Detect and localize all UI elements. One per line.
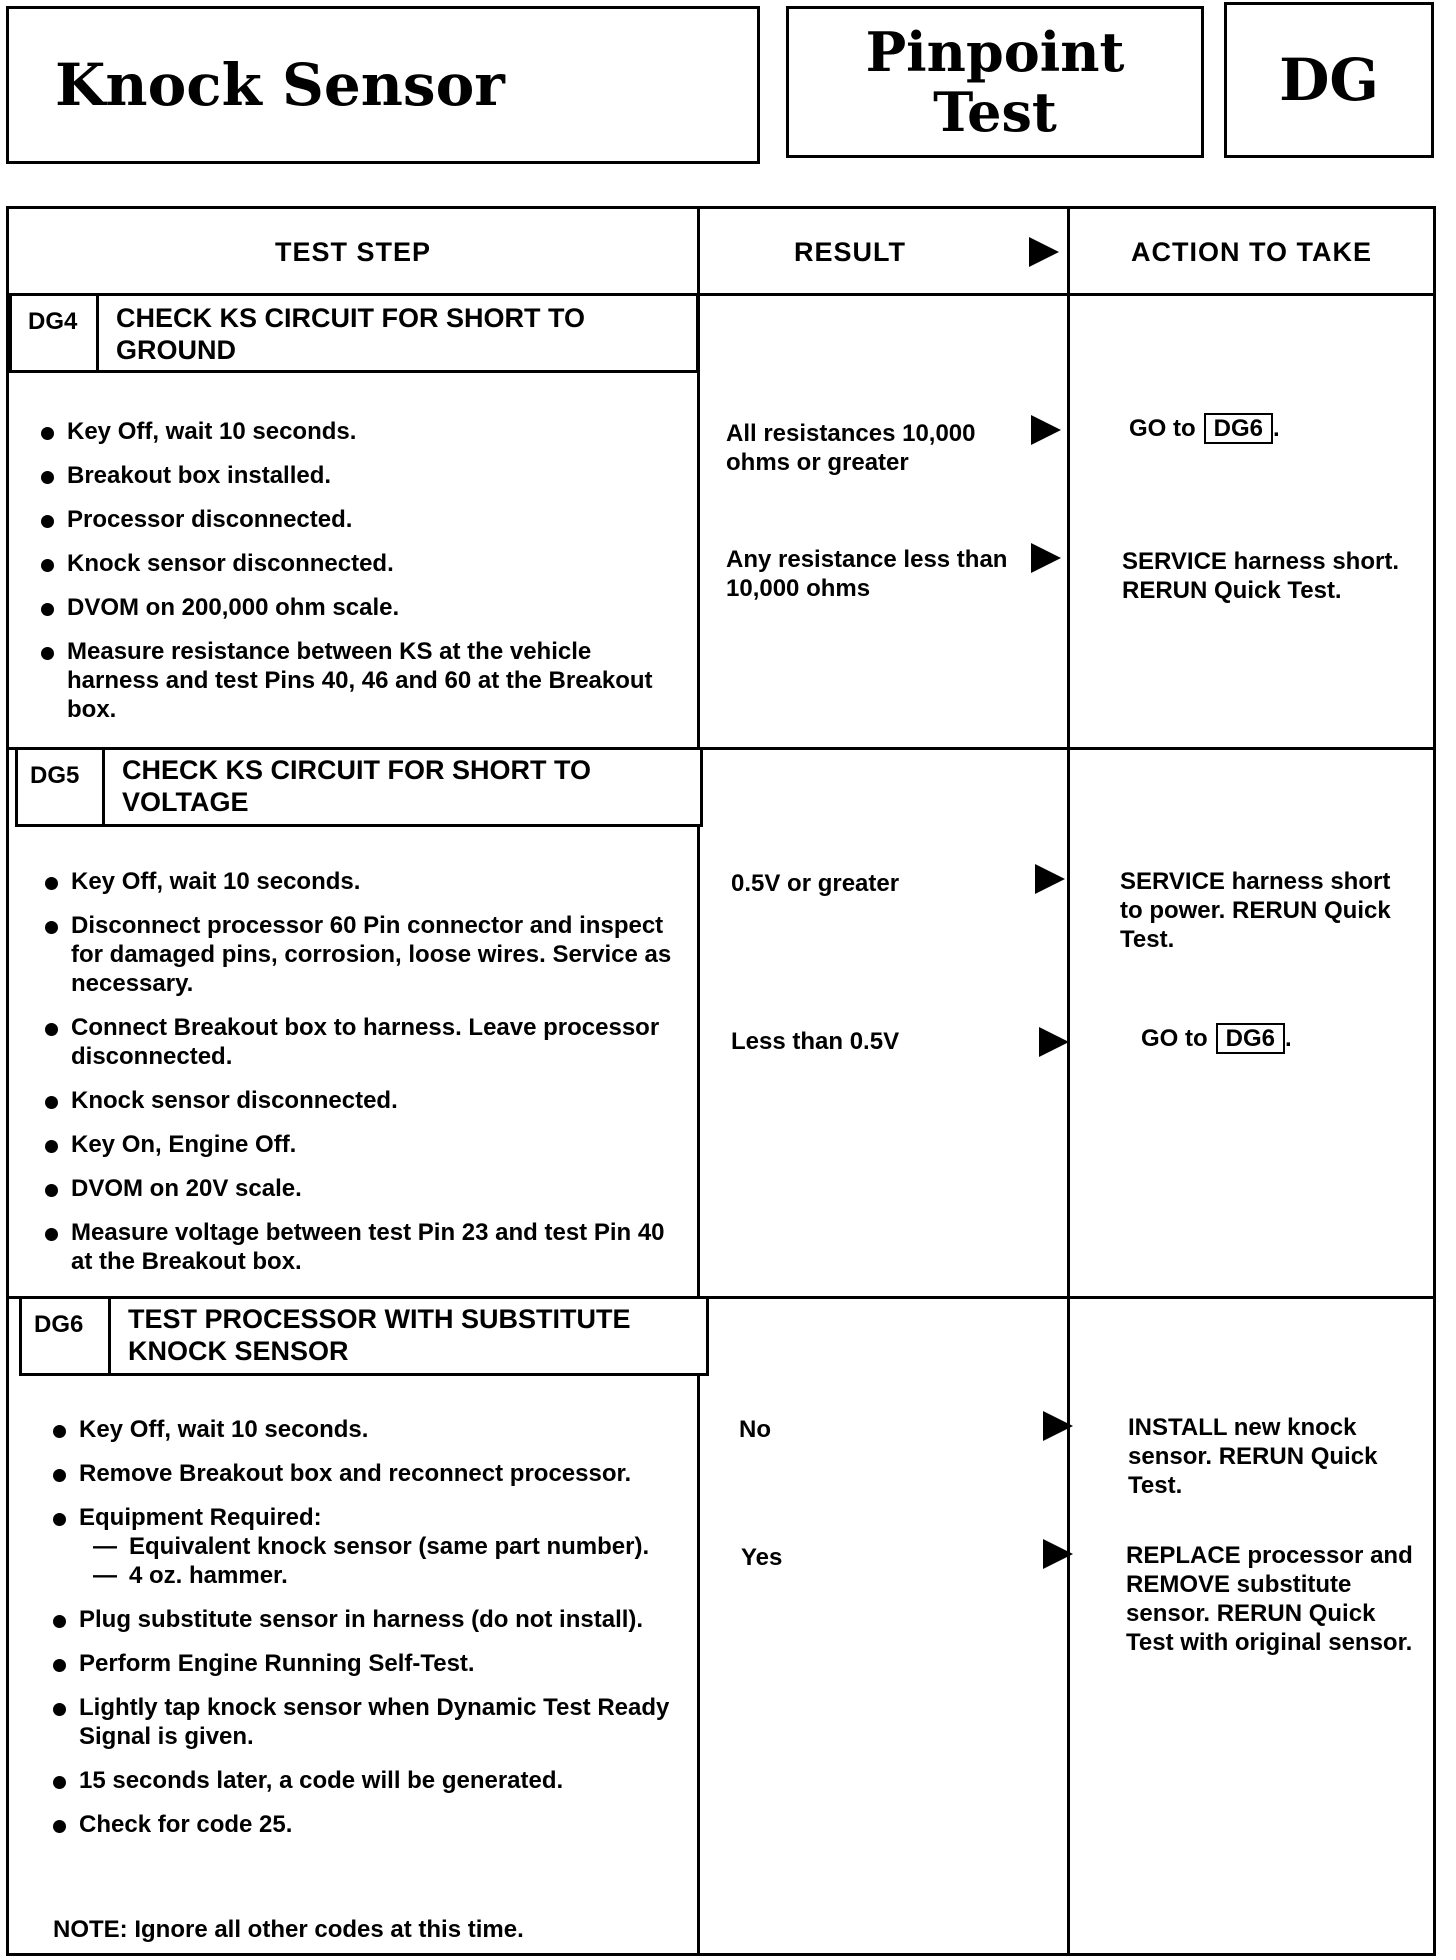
step-title-dg4: CHECK KS CIRCUIT FOR SHORT TO GROUND [116,303,586,365]
list-item: Perform Engine Running Self-Test. [51,1649,701,1678]
step-id-dg5: DG5 [30,762,80,789]
result-arrow-icon [1029,237,1059,267]
step-id-dg6: DG6 [34,1311,84,1338]
list-item: Plug substitute sensor in harness (do not install). [51,1605,701,1634]
list-item: Measure resistance between KS at the vehicle harness and test Pins 40, 46 and 60 at the Breakout box. [39,637,679,724]
list-item: Remove Breakout box and reconnect processor. [51,1459,701,1488]
arrow-icon [1043,1539,1073,1569]
result-dg5-2: Less than 0.5V [731,1028,900,1055]
pinpoint-test-label [786,6,1204,158]
arrow-icon [1043,1411,1073,1441]
equipment-item: — Equivalent knock sensor (same part number). [93,1532,701,1561]
step-reference-dg6[interactable]: DG6 [1204,413,1273,444]
result-dg6-1: No [739,1416,771,1443]
column-header-result: RESULT [794,236,906,267]
pinpoint-test-table [6,206,1436,1956]
column-header-action: ACTION TO TAKE [1131,236,1372,267]
note-text: NOTE: Ignore all other codes at this time. [53,1916,524,1943]
step-header-dg6 [19,1296,709,1376]
action-dg4-1 [1129,413,1280,444]
list-item: DVOM on 20V scale. [43,1174,683,1203]
list-item: Check for code 25. [51,1810,701,1839]
action-punctuation: . [1285,1025,1292,1052]
step-reference-dg6[interactable]: DG6 [1216,1023,1285,1054]
list-item: Key On, Engine Off. [43,1130,683,1159]
list-item: Breakout box installed. [39,461,679,490]
action-dg4-2: SERVICE harness short. RERUN Quick Test. [1122,548,1399,604]
result-dg6-2: Yes [741,1544,783,1571]
pinpoint-test-line1: Pinpoint [865,20,1125,84]
arrow-icon [1039,1027,1069,1057]
step-header-dg4 [9,293,699,373]
result-dg4-2: Any resistance less than 10,000 ohms [726,546,1008,602]
equipment-list [79,1532,701,1590]
list-item: DVOM on 200,000 ohm scale. [39,593,679,622]
step-header-dg5 [15,747,703,827]
action-dg6-1: INSTALL new knock sensor. RERUN Quick Test. [1128,1414,1378,1499]
equipment-heading: Equipment Required: [79,1504,322,1531]
step-id-divider [108,1299,111,1373]
step-title-dg6: TEST PROCESSOR WITH SUBSTITUTE KNOCK SENSOR [128,1304,631,1366]
list-item: Key Off, wait 10 seconds. [51,1415,701,1444]
list-item: Knock sensor disconnected. [39,549,679,578]
list-item: Knock sensor disconnected. [43,1086,683,1115]
step-id-divider [102,750,105,824]
step-list-dg5 [43,867,683,1291]
arrow-icon [1031,415,1061,445]
column-divider-2 [1067,209,1070,1953]
list-item: 15 seconds later, a code will be generated. [51,1766,701,1795]
list-item: Key Off, wait 10 seconds. [43,867,683,896]
equipment-item: — 4 oz. hammer. [93,1561,701,1590]
step-list-dg4 [39,417,679,739]
step-id-divider [96,296,99,370]
test-code: DG [1224,2,1434,158]
action-dg6-2: REPLACE processor and REMOVE substitute sensor. RERUN Quick Test with original sensor. [1126,1542,1413,1656]
list-item: Key Off, wait 10 seconds. [39,417,679,446]
list-item: Disconnect processor 60 Pin connector and inspect for damaged pins, corrosion, loose wires. Service as necessary. [43,911,683,998]
action-dg5-1: SERVICE harness short to power. RERUN Quick Test. [1120,868,1391,953]
result-dg5-1: 0.5V or greater [731,870,900,897]
column-header-test-step: TEST STEP [274,236,432,267]
action-dg5-2 [1141,1023,1292,1054]
list-item: Measure voltage between test Pin 23 and test Pin 40 at the Breakout box. [43,1218,683,1276]
pinpoint-test-line2: Test [933,80,1057,144]
step-title-dg5: CHECK KS CIRCUIT FOR SHORT TO VOLTAGE [122,755,592,817]
action-punctuation: . [1273,415,1280,442]
list-item: Connect Breakout box to harness. Leave processor disconnected. [43,1013,683,1071]
list-item [51,1503,701,1590]
result-dg4-1: All resistances 10,000 ohms or greater [726,420,976,476]
arrow-icon [1031,543,1061,573]
arrow-icon [1035,864,1065,894]
list-item: Lightly tap knock sensor when Dynamic Test Ready Signal is given. [51,1693,701,1751]
step-list-dg6 [51,1415,701,1854]
list-item: Processor disconnected. [39,505,679,534]
action-text: GO to [1141,1025,1208,1052]
action-text: GO to [1129,415,1196,442]
step-id-dg4: DG4 [28,308,78,335]
document-title: Knock Sensor [6,6,760,164]
